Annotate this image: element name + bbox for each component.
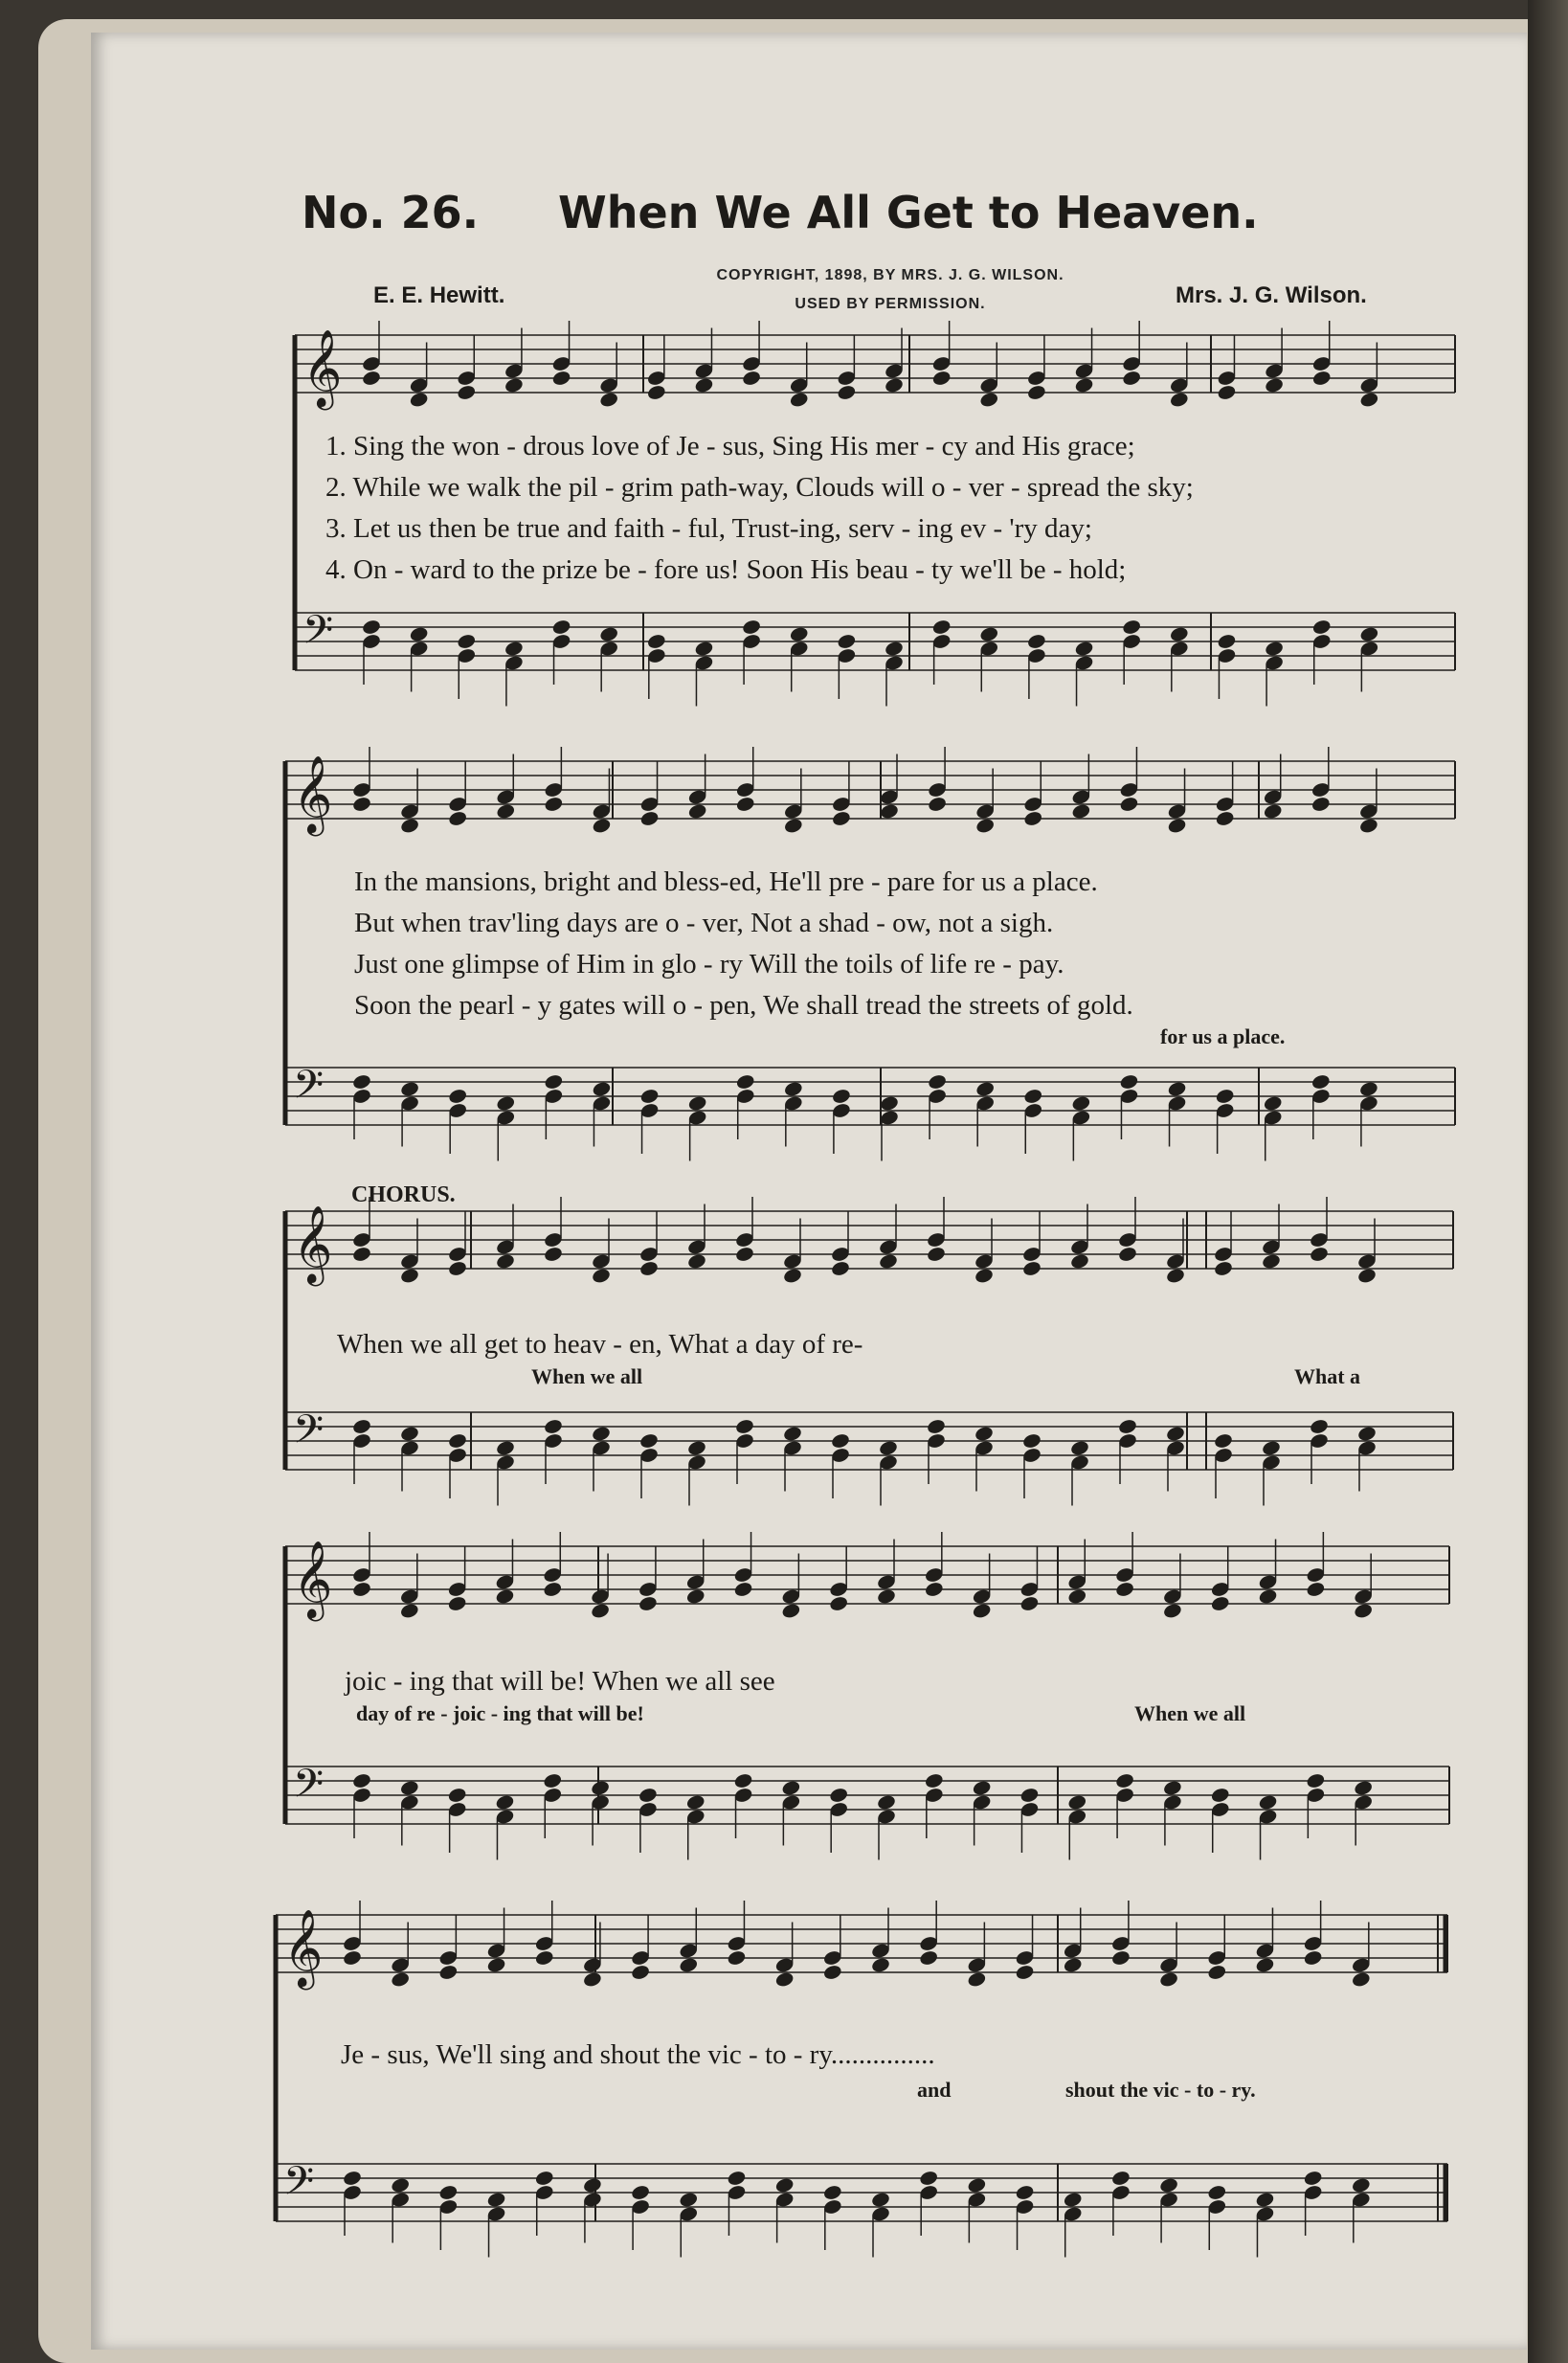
treble-note [931, 370, 952, 387]
bass-note [551, 619, 571, 636]
bass-note [727, 2170, 747, 2187]
verse-2-line-b: But when trav'ling days are o - ver, Not a shad - ow, not a sigh. [354, 908, 1054, 938]
bass-note [1255, 2191, 1275, 2208]
treble-note [582, 1970, 602, 1988]
bass-note [1306, 1772, 1326, 1789]
bass-note [1258, 1793, 1278, 1811]
bass-note [534, 2170, 554, 2187]
treble-note [1162, 1602, 1182, 1619]
bass-note [1021, 1432, 1042, 1450]
chorus-label: CHORUS. [351, 1182, 456, 1207]
bass-note [1207, 2184, 1227, 2201]
treble-note [590, 1602, 610, 1619]
treble-clef-icon: 𝄞 [302, 328, 343, 407]
bass-note [591, 1425, 611, 1442]
bass-note [1071, 1094, 1091, 1112]
treble-note [1071, 802, 1091, 820]
treble-note [1258, 1587, 1278, 1605]
bass-note [1215, 1088, 1235, 1105]
bass-note [582, 2176, 602, 2194]
bass-note [1311, 619, 1332, 636]
treble-note [1217, 384, 1237, 401]
bass-clef-icon: 𝄢 [302, 607, 334, 663]
bass-note [734, 1418, 754, 1435]
bass-note [409, 625, 429, 642]
verse-3-line-b: Just one glimpse of Him in glo - ry Will the toils of life re - pay. [354, 949, 1064, 979]
bass-note [1354, 1779, 1374, 1796]
bass-note [822, 2184, 842, 2201]
bass-note [919, 2170, 939, 2187]
bass-note [342, 2170, 362, 2187]
bass-note [774, 2176, 795, 2194]
treble-note [1215, 810, 1235, 827]
bass-note [831, 1088, 851, 1105]
bass-note [1169, 625, 1189, 642]
bass-note [879, 1094, 899, 1112]
treble-note [974, 1267, 994, 1284]
verse-3-line-a: 3. Let us then be true and faith - ful, Trust-ing, serv - ing ev - 'ry day; [325, 513, 1092, 544]
treble-clef-icon: 𝄞 [293, 1540, 333, 1618]
bass-note [830, 1432, 850, 1450]
bass-note [1117, 1418, 1137, 1435]
treble-note [783, 817, 803, 834]
treble-note [679, 1956, 699, 1973]
chorus-line-1: When we all get to heav - en, What a day of re- [337, 1329, 863, 1360]
bass-note [870, 2191, 890, 2208]
treble-note [884, 376, 904, 394]
bass-note [1263, 1094, 1283, 1112]
verse-2-line-a: 2. While we walk the pil - grim path-way, Clouds will o - ver - spread the sky; [325, 472, 1194, 503]
bass-note [974, 1425, 994, 1442]
bass-note [495, 1793, 515, 1811]
treble-note [447, 1260, 467, 1277]
treble-note [1019, 1595, 1040, 1612]
bass-note [1303, 2170, 1323, 2187]
treble-note [1261, 1252, 1281, 1270]
bass-note [685, 1793, 706, 1811]
treble-note [1026, 384, 1046, 401]
bass-note [1158, 2176, 1178, 2194]
treble-note [1358, 817, 1378, 834]
treble-note [1310, 796, 1331, 813]
bass-note [638, 1787, 658, 1804]
treble-note [686, 1252, 706, 1270]
treble-note [774, 1970, 795, 1988]
treble-note [399, 817, 419, 834]
bass-clef-icon: 𝄢 [283, 2158, 315, 2214]
chorus-line-1-alto: When we all [531, 1364, 643, 1388]
treble-note [1309, 1246, 1329, 1263]
bass-note [504, 640, 524, 657]
bass-note [1162, 1779, 1182, 1796]
bass-note [1026, 633, 1046, 650]
treble-note [1213, 1260, 1233, 1277]
chorus-line-2-alto: day of re - joic - ing that will be! [356, 1701, 644, 1725]
bass-note [789, 625, 809, 642]
bass-note [351, 1418, 371, 1435]
treble-note [1015, 1964, 1035, 1981]
treble-note [1210, 1595, 1230, 1612]
bass-note [1359, 625, 1379, 642]
bass-note [1067, 1793, 1087, 1811]
bass-note [638, 1432, 659, 1450]
bass-note [1217, 633, 1237, 650]
bass-note [486, 2191, 506, 2208]
bass-note [599, 625, 619, 642]
treble-note [409, 391, 429, 408]
bass-note [1114, 1772, 1134, 1789]
bass-note [639, 1088, 660, 1105]
treble-note [1306, 1581, 1326, 1598]
treble-note [735, 796, 755, 813]
treble-note [447, 1595, 467, 1612]
treble-note [1119, 796, 1139, 813]
treble-note [351, 796, 371, 813]
chorus-line-2: joic - ing that will be! When we all see [345, 1666, 775, 1697]
bass-note [927, 1073, 947, 1091]
bass-note [967, 2176, 987, 2194]
treble-note [361, 370, 381, 387]
treble-note [1207, 1964, 1227, 1981]
treble-note [1354, 1602, 1374, 1619]
treble-clef-icon: 𝄞 [293, 1204, 333, 1283]
treble-note [495, 1587, 515, 1605]
bass-note [1351, 2176, 1371, 2194]
treble-note [591, 1267, 611, 1284]
verse-4-line-b: Soon the pearl - y gates will o - pen, We shall tread the streets of gold. [354, 990, 1133, 1021]
treble-note [870, 1956, 890, 1973]
hymn-number: No. 26. [302, 187, 480, 238]
treble-note [830, 1260, 850, 1277]
chorus-line-1-echo: What a [1294, 1364, 1361, 1388]
bass-note [543, 1772, 563, 1789]
treble-note [831, 810, 851, 827]
treble-note [1263, 802, 1283, 820]
treble-note [1359, 391, 1379, 408]
treble-note [639, 810, 660, 827]
bass-note [1110, 2170, 1131, 2187]
treble-clef-icon: 𝄞 [293, 754, 333, 833]
bass-note [694, 640, 714, 657]
treble-note [1158, 1970, 1178, 1988]
bass-clef-icon: 𝄢 [293, 1761, 325, 1816]
treble-note [351, 1246, 371, 1263]
treble-note [543, 1246, 563, 1263]
bass-note [837, 633, 857, 650]
bass-note [1069, 1439, 1089, 1456]
chorus-line-3: Je - sus, We'll sing and shout the vic - to - ry............... [341, 2039, 935, 2070]
bass-note [1023, 1088, 1043, 1105]
bass-note [782, 1425, 802, 1442]
chorus-line-3-echo-and: and [917, 2078, 952, 2102]
treble-note [878, 1252, 898, 1270]
bass-note [1356, 1425, 1377, 1442]
treble-note [543, 1581, 563, 1598]
bass-note [630, 2184, 650, 2201]
treble-note [979, 391, 999, 408]
bass-note [979, 625, 999, 642]
treble-note [927, 796, 947, 813]
bass-note [646, 633, 666, 650]
bass-note [1210, 1787, 1230, 1804]
bass-clef-icon: 𝄢 [293, 1407, 325, 1462]
treble-note [1114, 1581, 1134, 1598]
treble-note [630, 1964, 650, 1981]
treble-note [486, 1956, 506, 1973]
bass-note [686, 1439, 706, 1456]
treble-note [837, 384, 857, 401]
treble-note [687, 802, 707, 820]
bass-note [1264, 640, 1284, 657]
verse-1-line-a: 1. Sing the won - drous love of Je - sus, Sing His mer - cy and His grace; [325, 431, 1135, 461]
bass-note [1015, 2184, 1035, 2201]
treble-note [781, 1602, 801, 1619]
treble-note [876, 1587, 896, 1605]
bass-clef-icon: 𝄢 [293, 1062, 325, 1117]
bass-note [351, 1772, 371, 1789]
treble-note [448, 810, 468, 827]
bass-note [399, 1779, 419, 1796]
bass-note [391, 2176, 411, 2194]
treble-note [919, 1949, 939, 1967]
treble-note [924, 1581, 944, 1598]
bass-note [447, 1787, 467, 1804]
treble-note [822, 1964, 842, 1981]
bass-note [876, 1793, 896, 1811]
treble-note [457, 384, 477, 401]
bass-note [735, 1073, 755, 1091]
bass-note [679, 2191, 699, 2208]
treble-note [1069, 1252, 1089, 1270]
treble-note [599, 391, 619, 408]
treble-note [1122, 370, 1142, 387]
treble-note [1356, 1267, 1377, 1284]
treble-note [1023, 810, 1043, 827]
treble-note [592, 817, 612, 834]
treble-note [685, 1587, 706, 1605]
bass-note [687, 1094, 707, 1112]
treble-note [1110, 1949, 1131, 1967]
bass-note [829, 1787, 849, 1804]
treble-note [1311, 370, 1332, 387]
treble-note [399, 1602, 419, 1619]
permission-line: USED BY PERMISSION. [795, 296, 986, 312]
bass-note [1358, 1080, 1378, 1097]
bass-note [926, 1418, 946, 1435]
treble-note [1255, 1956, 1275, 1973]
verse-4-line-a: 4. On - ward to the prize be - fore us! Soon His beau - ty we'll be - hold; [325, 554, 1127, 585]
bass-note [399, 1425, 419, 1442]
bass-note [1063, 2191, 1083, 2208]
treble-note [504, 376, 524, 394]
treble-note [438, 1964, 459, 1981]
bass-note [448, 1088, 468, 1105]
bass-note [1119, 1073, 1139, 1091]
bass-note [590, 1779, 610, 1796]
bass-note [741, 619, 761, 636]
bass-note [544, 1073, 564, 1091]
treble-note [1169, 391, 1189, 408]
bass-note [1165, 1425, 1185, 1442]
chorus-line-3-echo: shout the vic - to - ry. [1065, 2078, 1256, 2102]
treble-note [399, 1267, 419, 1284]
treble-note [1063, 1956, 1083, 1973]
copyright-line: COPYRIGHT, 1898, BY MRS. J. G. WILSON. [716, 267, 1064, 283]
treble-clef-icon: 𝄞 [283, 1908, 324, 1987]
bass-note [975, 1080, 996, 1097]
bass-note [1213, 1432, 1233, 1450]
treble-note [1351, 1970, 1371, 1988]
treble-note [782, 1267, 802, 1284]
treble-note [1117, 1246, 1137, 1263]
bass-note [447, 1432, 467, 1450]
treble-note [496, 802, 516, 820]
chorus-line-2-echo: When we all [1134, 1701, 1246, 1725]
treble-note [638, 1595, 658, 1612]
bass-note [1167, 1080, 1187, 1097]
bass-note [783, 1080, 803, 1097]
bass-note [496, 1094, 516, 1112]
treble-note [351, 1581, 371, 1598]
treble-note [727, 1949, 747, 1967]
bass-note [399, 1080, 419, 1097]
treble-note [1165, 1267, 1185, 1284]
bass-note [592, 1080, 612, 1097]
bass-note [543, 1418, 563, 1435]
bass-note [733, 1772, 753, 1789]
treble-note [967, 1970, 987, 1988]
treble-note [1167, 817, 1187, 834]
treble-note [1303, 1949, 1323, 1967]
treble-note [1021, 1260, 1042, 1277]
treble-note [534, 1949, 554, 1967]
treble-note [789, 391, 809, 408]
bass-note [931, 619, 952, 636]
bass-note [438, 2184, 459, 2201]
treble-note [741, 370, 761, 387]
treble-note [1074, 376, 1094, 394]
bass-note [878, 1439, 898, 1456]
treble-note [342, 1949, 362, 1967]
verse-1-line-b: In the mansions, bright and bless-ed, He'll pre - pare for us a place. [354, 866, 1098, 897]
treble-note [879, 802, 899, 820]
bass-note [1309, 1418, 1329, 1435]
bass-note [361, 619, 381, 636]
treble-note [1067, 1587, 1087, 1605]
bass-note [924, 1772, 944, 1789]
treble-note [829, 1595, 849, 1612]
treble-note [544, 796, 564, 813]
composer: Mrs. J. G. Wilson. [1176, 282, 1367, 308]
treble-note [733, 1581, 753, 1598]
treble-note [495, 1252, 515, 1270]
treble-note [972, 1602, 992, 1619]
bass-note [457, 633, 477, 650]
bass-note [1019, 1787, 1040, 1804]
bass-echo-place: for us a place. [1160, 1024, 1286, 1048]
lyricist: E. E. Hewitt. [373, 282, 505, 308]
treble-note [646, 384, 666, 401]
treble-note [975, 817, 996, 834]
bass-note [1261, 1439, 1281, 1456]
bass-note [351, 1073, 371, 1091]
bass-note [1122, 619, 1142, 636]
bass-note [495, 1439, 515, 1456]
treble-note [391, 1970, 411, 1988]
treble-note [1264, 376, 1284, 394]
treble-note [734, 1246, 754, 1263]
bass-note [884, 640, 904, 657]
treble-note [926, 1246, 946, 1263]
treble-note [551, 370, 571, 387]
treble-note [638, 1260, 659, 1277]
bass-note [1310, 1073, 1331, 1091]
bass-note [1074, 640, 1094, 657]
bass-note [781, 1779, 801, 1796]
treble-note [694, 376, 714, 394]
hymn-title: When We All Get to Heaven. [558, 187, 1259, 238]
bass-note [972, 1779, 992, 1796]
